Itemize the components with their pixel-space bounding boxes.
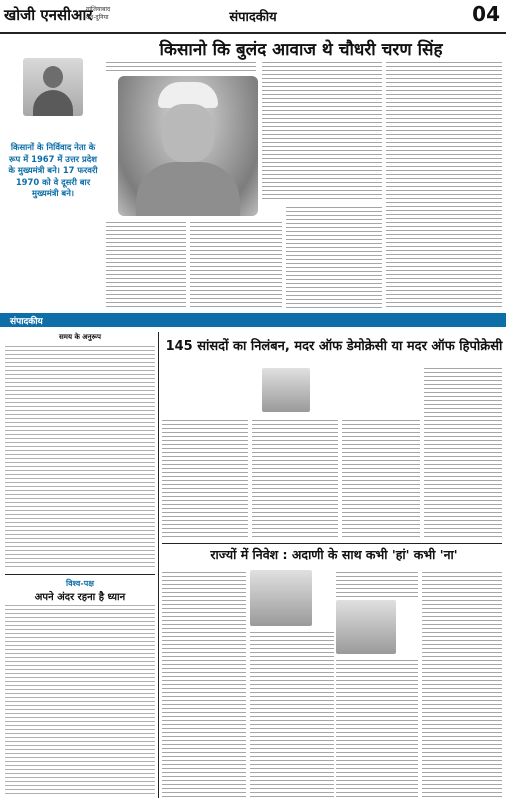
- lead-col-4: [386, 60, 502, 310]
- second-col-2: [252, 418, 338, 540]
- column-rule: [158, 332, 159, 798]
- left-box2-title: विश्व-पक्ष: [66, 579, 94, 588]
- page-number: 04: [472, 2, 500, 26]
- left-box2-text: [5, 603, 155, 796]
- lead-headline: किसानो कि बुलंद आवाज थे चौधरी चरण सिंह: [159, 40, 443, 60]
- second-col-1: [162, 418, 248, 540]
- section-band: [0, 313, 506, 327]
- mid-rule: [162, 543, 502, 544]
- third-photo-2: [336, 600, 396, 654]
- third-col-1: [162, 570, 246, 798]
- second-author-photo: [262, 368, 310, 412]
- second-col-3: [342, 418, 420, 540]
- author-photo: [23, 58, 83, 116]
- third-col-2: [250, 630, 334, 798]
- section-title: संपादकीय: [229, 10, 277, 25]
- second-col-4: [424, 366, 502, 540]
- pull-quote: किसानों के निर्विवाद नेता के रूप में 1967 में उत्तर प्रदेश के मुख्यमंत्री बने। 17 फरवरी 1970 को वे दूसरी बार मुख्यमंत्री बने।: [8, 142, 98, 199]
- third-col-3a: [336, 570, 418, 598]
- lead-col-2b: [190, 220, 282, 310]
- second-headline: 145 सांसदों का निलंबन, मदर ऑफ डेमोक्रेसी या मदर ऑफ हिपोक्रेसी: [165, 339, 503, 354]
- charan-singh-portrait: [118, 76, 258, 216]
- third-photo-1: [250, 570, 312, 626]
- lead-intro-text: [106, 60, 256, 74]
- left-box1-text: [5, 344, 155, 570]
- page-header: [0, 0, 506, 34]
- third-headline: राज्यों में निवेश : अदाणी के साथ कभी 'हां' कभी 'ना': [210, 547, 458, 562]
- lead-col-3: [286, 205, 382, 310]
- lead-col-2a: [262, 60, 382, 200]
- third-col-3b: [336, 658, 418, 798]
- band-label: संपादकीय: [10, 317, 43, 327]
- third-col-4: [422, 570, 502, 798]
- portrait-face: [162, 104, 214, 162]
- masthead: खोजी एनसीआर: [4, 6, 93, 24]
- left-divider: [5, 574, 155, 575]
- portrait-body: [136, 162, 240, 216]
- header-meta-line2: देश-दुनिया: [86, 14, 109, 21]
- left-box1-title: समय के अनुरूप: [59, 333, 101, 341]
- left-box2-subtitle: अपने अंदर रहना है ध्यान: [34, 592, 126, 603]
- lead-col-1b: [106, 220, 186, 310]
- header-meta-line1: गाजियाबाद: [86, 6, 111, 13]
